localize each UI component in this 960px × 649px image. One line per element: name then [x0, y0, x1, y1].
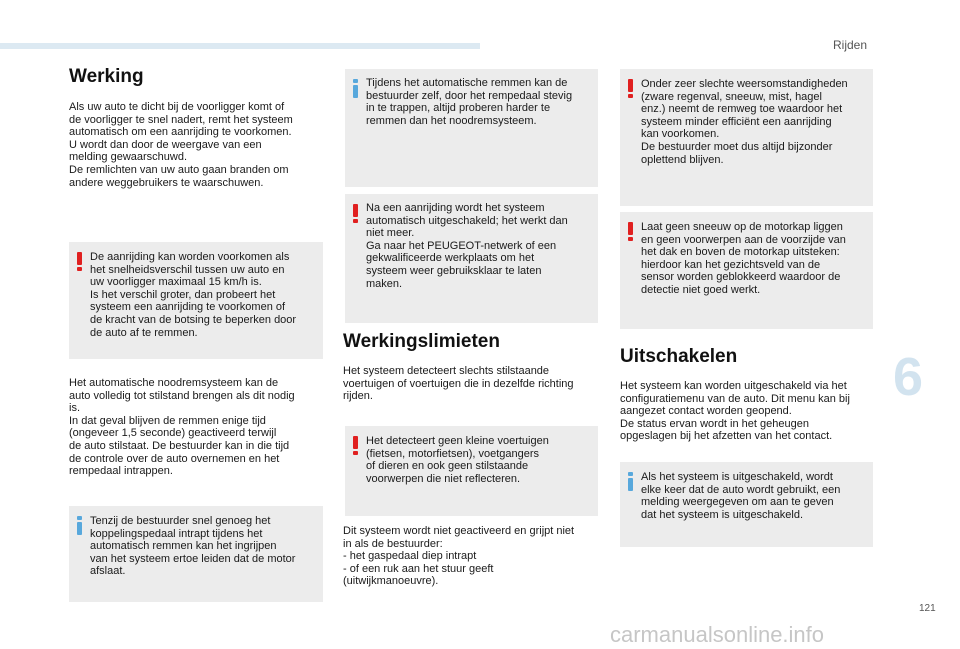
info-box	[345, 69, 598, 187]
warning-text: Onder zeer slechte weersomstandigheden (zware regenval, sneeuw, mist, hagel enz.) neemt de remweg toe waardoor het systeem minder efficiënt een aanrijding kan voorkomen. De bestuurder moet dus altijd bijzonder oplettend blijven.	[641, 78, 848, 166]
warning-text: De aanrijding kan worden voorkomen als het snelheidsverschil tussen uw auto en uw voorligger maximaal 15 km/h is. Is het verschil groter, dan probeert het systeem een aanrijding te voorkomen of de kracht van de botsing te beperken door de auto af te remmen.	[90, 251, 297, 339]
info-icon	[76, 516, 84, 535]
chapter-number: 6	[893, 347, 924, 407]
uitschakelen-intro: Het systeem kan worden uitgeschakeld via het configuratiemenu van de auto. Dit menu kan bij aangezet contact worden geopend. De status ervan wordt in het geheugen opgeslagen bij het afzetten van het contact.	[620, 380, 850, 443]
info-icon	[352, 79, 360, 98]
page-number: 121	[919, 603, 936, 614]
werking-body: Het automatische noodremsysteem kan de auto volledig tot stilstand brengen als dit nodig is. In dat geval blijven de remmen enige tijd (ongeveer 1,5 seconde) geactiveerd terwijl de auto stilstaat. De bestuurder kan in die tijd de controle over de auto overnemen en het rempedaal intrappen.	[69, 377, 295, 478]
watermark: carmanualsonline.info	[610, 622, 825, 647]
info-text: Tijdens het automatische remmen kan de bestuurder zelf, door het rempedaal stevig in te trappen, altijd proberen harder te remmen dan het noodremsysteem.	[366, 77, 573, 127]
warning-exclamation-icon	[76, 252, 84, 271]
info-text: Tenzij de bestuurder snel genoeg het koppelingspedaal intrapt tijdens het automatisch remmen kan het ingrijpen van het systeem ertoe leiden dat de motor afslaat.	[90, 515, 296, 578]
info-box	[620, 462, 873, 547]
warning-box	[69, 242, 323, 359]
warning-exclamation-icon	[627, 79, 635, 98]
werkingslimieten-body: Dit systeem wordt niet geactiveerd en grijpt niet in als de bestuurder: - het gaspedaal diep intrapt - of een ruk aan het stuur geeft (uitwijkmanoeuvre).	[343, 525, 575, 588]
info-box	[69, 506, 323, 602]
warning-exclamation-icon	[352, 204, 360, 223]
warning-box	[345, 426, 598, 516]
werkingslimieten-intro: Het systeem detecteert slechts stilstaande voertuigen of voertuigen die in dezelfde richting rijden.	[343, 365, 574, 403]
warning-text: Na een aanrijding wordt het systeem automatisch uitgeschakeld; het werkt dan niet meer. Ga naar het PEUGEOT-netwerk of een gekwalificeerde werkplaats om het systeem weer gebruiksklaar te laten maken.	[366, 202, 568, 290]
werking-intro: Als uw auto te dicht bij de voorligger komt of de voorligger te snel nadert, remt het systeem automatisch om een aanrijding te voorkomen. U wordt dan door de weergave van een melding gewaarschuwd. De remlichten van uw auto gaan branden om andere weggebruikers te waarschuwen.	[69, 101, 293, 189]
warning-text: Het detecteert geen kleine voertuigen (fietsen, motorfietsen), voetgangers of dieren en ook geen stilstaande voorwerpen die niet reflecteren.	[366, 435, 549, 485]
header-accent-bar	[0, 43, 480, 49]
warning-box	[620, 69, 873, 206]
warning-text: Laat geen sneeuw op de motorkap liggen en geen voorwerpen aan de voorzijde van het dak en boven de motorkap uitsteken: hierdoor kan het gezichtsveld van de sensor worden geblokkeerd waardoor de detectie niet goed werkt.	[641, 221, 846, 296]
heading-werking: Werking	[69, 66, 144, 87]
warning-box	[345, 194, 598, 323]
heading-uitschakelen: Uitschakelen	[620, 346, 738, 367]
info-icon	[627, 472, 635, 491]
heading-werkingslimieten: Werkingslimieten	[343, 331, 500, 352]
info-text: Als het systeem is uitgeschakeld, wordt elke keer dat de auto wordt gebruikt, een melding weergegeven om aan te geven dat het systeem is uitgeschakeld.	[641, 471, 841, 521]
warning-box	[620, 212, 873, 329]
warning-exclamation-icon	[352, 436, 360, 455]
warning-exclamation-icon	[627, 222, 635, 241]
section-name: Rijden	[833, 38, 868, 52]
